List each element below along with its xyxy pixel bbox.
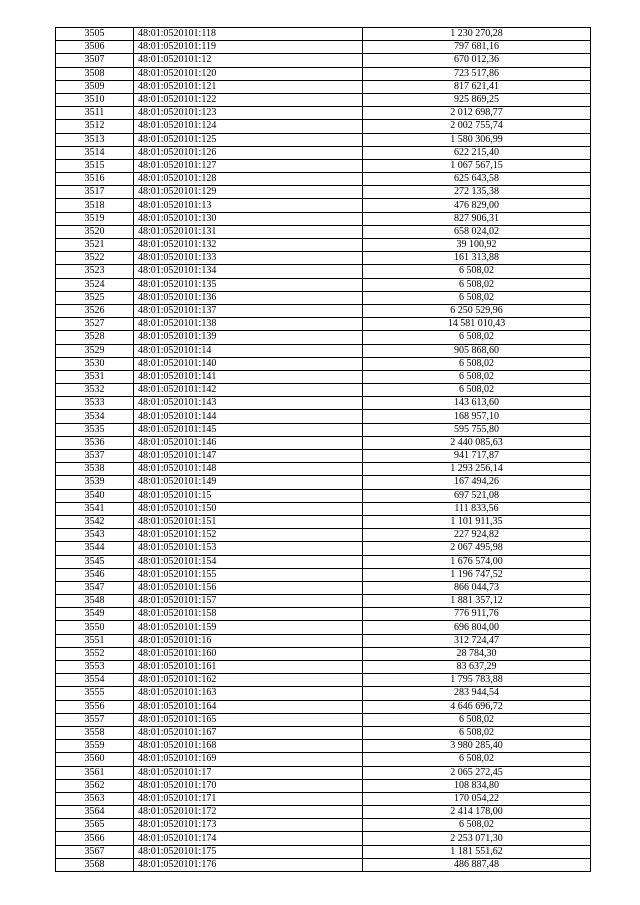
cadastral-value-cell: 1 181 551,62 <box>363 845 591 858</box>
cadastral-number-cell: 48:01:0520101:171 <box>134 792 363 805</box>
cadastral-number-cell: 48:01:0520101:15 <box>134 489 363 502</box>
row-number-cell: 3551 <box>56 634 134 647</box>
row-number-cell: 3547 <box>56 581 134 594</box>
row-number-cell: 3516 <box>56 173 134 186</box>
row-number-cell: 3562 <box>56 779 134 792</box>
row-number-cell: 3507 <box>56 54 134 67</box>
row-number-cell: 3514 <box>56 146 134 159</box>
table-row <box>56 661 591 674</box>
cadastral-value-cell: 776 911,76 <box>363 608 591 621</box>
cadastral-number-cell: 48:01:0520101:159 <box>134 621 363 634</box>
cadastral-number-cell: 48:01:0520101:121 <box>134 80 363 93</box>
table-row <box>56 120 591 133</box>
cadastral-number-cell: 48:01:0520101:130 <box>134 212 363 225</box>
table-row <box>56 357 591 370</box>
row-number-cell: 3538 <box>56 463 134 476</box>
cadastral-number-cell: 48:01:0520101:134 <box>134 265 363 278</box>
cadastral-value-cell: 6 508,02 <box>363 753 591 766</box>
table-row <box>56 239 591 252</box>
cadastral-value-cell: 39 100,92 <box>363 239 591 252</box>
table-row <box>56 489 591 502</box>
cadastral-number-cell: 48:01:0520101:126 <box>134 146 363 159</box>
row-number-cell: 3537 <box>56 450 134 463</box>
table-row <box>56 225 591 238</box>
cadastral-number-cell: 48:01:0520101:153 <box>134 542 363 555</box>
row-number-cell: 3552 <box>56 647 134 660</box>
table-row <box>56 450 591 463</box>
row-number-cell: 3553 <box>56 661 134 674</box>
cadastral-number-cell: 48:01:0520101:169 <box>134 753 363 766</box>
cadastral-value-cell: 2 414 178,00 <box>363 806 591 819</box>
table-row <box>56 54 591 67</box>
row-number-cell: 3539 <box>56 476 134 489</box>
cadastral-number-cell: 48:01:0520101:124 <box>134 120 363 133</box>
cadastral-number-cell: 48:01:0520101:173 <box>134 819 363 832</box>
cadastral-number-cell: 48:01:0520101:155 <box>134 568 363 581</box>
row-number-cell: 3535 <box>56 423 134 436</box>
table-row <box>56 28 591 41</box>
cadastral-number-cell: 48:01:0520101:157 <box>134 595 363 608</box>
cadastral-number-cell: 48:01:0520101:150 <box>134 502 363 515</box>
row-number-cell: 3513 <box>56 133 134 146</box>
cadastral-number-cell: 48:01:0520101:161 <box>134 661 363 674</box>
table-row <box>56 647 591 660</box>
row-number-cell: 3557 <box>56 713 134 726</box>
row-number-cell: 3522 <box>56 252 134 265</box>
cadastral-number-cell: 48:01:0520101:149 <box>134 476 363 489</box>
cadastral-value-cell: 1 230 270,28 <box>363 28 591 41</box>
cadastral-table-container <box>55 27 590 872</box>
row-number-cell: 3527 <box>56 318 134 331</box>
table-row <box>56 792 591 805</box>
table-row <box>56 331 591 344</box>
cadastral-value-cell: 827 906,31 <box>363 212 591 225</box>
table-row <box>56 529 591 542</box>
row-number-cell: 3567 <box>56 845 134 858</box>
cadastral-number-cell: 48:01:0520101:137 <box>134 304 363 317</box>
cadastral-number-cell: 48:01:0520101:133 <box>134 252 363 265</box>
cadastral-number-cell: 48:01:0520101:172 <box>134 806 363 819</box>
cadastral-number-cell: 48:01:0520101:135 <box>134 278 363 291</box>
cadastral-number-cell: 48:01:0520101:162 <box>134 674 363 687</box>
row-number-cell: 3525 <box>56 291 134 304</box>
row-number-cell: 3520 <box>56 225 134 238</box>
row-number-cell: 3543 <box>56 529 134 542</box>
row-number-cell: 3554 <box>56 674 134 687</box>
table-row <box>56 700 591 713</box>
row-number-cell: 3526 <box>56 304 134 317</box>
cadastral-value-cell: 283 944,54 <box>363 687 591 700</box>
cadastral-value-cell: 486 887,48 <box>363 858 591 871</box>
row-number-cell: 3512 <box>56 120 134 133</box>
table-row <box>56 845 591 858</box>
cadastral-number-cell: 48:01:0520101:123 <box>134 107 363 120</box>
table-row <box>56 595 591 608</box>
table-row <box>56 265 591 278</box>
table-row <box>56 463 591 476</box>
table-row <box>56 581 591 594</box>
cadastral-value-cell: 1 067 567,15 <box>363 159 591 172</box>
cadastral-number-cell: 48:01:0520101:174 <box>134 832 363 845</box>
cadastral-number-cell: 48:01:0520101:125 <box>134 133 363 146</box>
row-number-cell: 3521 <box>56 239 134 252</box>
table-row <box>56 515 591 528</box>
cadastral-number-cell: 48:01:0520101:151 <box>134 515 363 528</box>
cadastral-value-cell: 2 012 698,77 <box>363 107 591 120</box>
table-row <box>56 687 591 700</box>
row-number-cell: 3560 <box>56 753 134 766</box>
table-row <box>56 779 591 792</box>
cadastral-value-cell: 2 253 071,30 <box>363 832 591 845</box>
table-row <box>56 173 591 186</box>
cadastral-number-cell: 48:01:0520101:175 <box>134 845 363 858</box>
row-number-cell: 3506 <box>56 41 134 54</box>
table-row <box>56 304 591 317</box>
cadastral-number-cell: 48:01:0520101:144 <box>134 410 363 423</box>
cadastral-value-cell: 1 580 306,99 <box>363 133 591 146</box>
cadastral-value-cell: 168 957,10 <box>363 410 591 423</box>
cadastral-value-cell: 161 313,88 <box>363 252 591 265</box>
row-number-cell: 3549 <box>56 608 134 621</box>
table-row <box>56 133 591 146</box>
table-row <box>56 819 591 832</box>
table-row <box>56 410 591 423</box>
table-row <box>56 423 591 436</box>
table-row <box>56 291 591 304</box>
cadastral-value-cell: 595 755,80 <box>363 423 591 436</box>
cadastral-number-cell: 48:01:0520101:170 <box>134 779 363 792</box>
cadastral-number-cell: 48:01:0520101:120 <box>134 67 363 80</box>
cadastral-number-cell: 48:01:0520101:138 <box>134 318 363 331</box>
row-number-cell: 3529 <box>56 344 134 357</box>
table-row <box>56 199 591 212</box>
cadastral-number-cell: 48:01:0520101:143 <box>134 397 363 410</box>
table-row <box>56 634 591 647</box>
table-row <box>56 93 591 106</box>
row-number-cell: 3534 <box>56 410 134 423</box>
cadastral-value-cell: 108 834,80 <box>363 779 591 792</box>
cadastral-number-cell: 48:01:0520101:139 <box>134 331 363 344</box>
cadastral-value-cell: 723 517,86 <box>363 67 591 80</box>
cadastral-value-cell: 6 508,02 <box>363 265 591 278</box>
cadastral-value-cell: 227 924,82 <box>363 529 591 542</box>
table-row <box>56 80 591 93</box>
table-row <box>56 370 591 383</box>
cadastral-number-cell: 48:01:0520101:131 <box>134 225 363 238</box>
cadastral-number-cell: 48:01:0520101:17 <box>134 766 363 779</box>
cadastral-number-cell: 48:01:0520101:148 <box>134 463 363 476</box>
row-number-cell: 3546 <box>56 568 134 581</box>
cadastral-number-cell: 48:01:0520101:132 <box>134 239 363 252</box>
row-number-cell: 3531 <box>56 370 134 383</box>
table-row <box>56 67 591 80</box>
cadastral-value-cell: 6 508,02 <box>363 370 591 383</box>
cadastral-value-cell: 2 002 755,74 <box>363 120 591 133</box>
row-number-cell: 3536 <box>56 436 134 449</box>
cadastral-value-cell: 476 829,00 <box>363 199 591 212</box>
cadastral-number-cell: 48:01:0520101:129 <box>134 186 363 199</box>
cadastral-number-cell: 48:01:0520101:164 <box>134 700 363 713</box>
row-number-cell: 3509 <box>56 80 134 93</box>
table-row <box>56 542 591 555</box>
row-number-cell: 3548 <box>56 595 134 608</box>
cadastral-value-cell: 6 508,02 <box>363 384 591 397</box>
row-number-cell: 3530 <box>56 357 134 370</box>
cadastral-value-cell: 170 054,22 <box>363 792 591 805</box>
row-number-cell: 3563 <box>56 792 134 805</box>
table-body <box>56 28 591 872</box>
row-number-cell: 3545 <box>56 555 134 568</box>
row-number-cell: 3508 <box>56 67 134 80</box>
row-number-cell: 3561 <box>56 766 134 779</box>
cadastral-number-cell: 48:01:0520101:156 <box>134 581 363 594</box>
table-row <box>56 713 591 726</box>
cadastral-number-cell: 48:01:0520101:12 <box>134 54 363 67</box>
cadastral-number-cell: 48:01:0520101:141 <box>134 370 363 383</box>
cadastral-value-cell: 6 250 529,96 <box>363 304 591 317</box>
cadastral-value-cell: 6 508,02 <box>363 357 591 370</box>
table-row <box>56 146 591 159</box>
row-number-cell: 3565 <box>56 819 134 832</box>
cadastral-number-cell: 48:01:0520101:168 <box>134 740 363 753</box>
table-row <box>56 107 591 120</box>
cadastral-number-cell: 48:01:0520101:167 <box>134 726 363 739</box>
cadastral-value-cell: 905 868,60 <box>363 344 591 357</box>
cadastral-value-cell: 1 795 783,88 <box>363 674 591 687</box>
cadastral-number-cell: 48:01:0520101:158 <box>134 608 363 621</box>
cadastral-value-cell: 6 508,02 <box>363 819 591 832</box>
row-number-cell: 3540 <box>56 489 134 502</box>
row-number-cell: 3511 <box>56 107 134 120</box>
table-row <box>56 766 591 779</box>
row-number-cell: 3518 <box>56 199 134 212</box>
cadastral-number-cell: 48:01:0520101:176 <box>134 858 363 871</box>
cadastral-number-cell: 48:01:0520101:16 <box>134 634 363 647</box>
row-number-cell: 3541 <box>56 502 134 515</box>
cadastral-value-cell: 866 044,73 <box>363 581 591 594</box>
cadastral-value-cell: 6 508,02 <box>363 726 591 739</box>
row-number-cell: 3558 <box>56 726 134 739</box>
row-number-cell: 3542 <box>56 515 134 528</box>
row-number-cell: 3532 <box>56 384 134 397</box>
cadastral-number-cell: 48:01:0520101:160 <box>134 647 363 660</box>
cadastral-value-cell: 2 067 495,98 <box>363 542 591 555</box>
cadastral-number-cell: 48:01:0520101:165 <box>134 713 363 726</box>
cadastral-value-cell: 941 717,87 <box>363 450 591 463</box>
cadastral-value-cell: 696 804,00 <box>363 621 591 634</box>
cadastral-value-cell: 14 581 010,43 <box>363 318 591 331</box>
cadastral-value-cell: 2 065 272,45 <box>363 766 591 779</box>
cadastral-number-cell: 48:01:0520101:145 <box>134 423 363 436</box>
table-row <box>56 608 591 621</box>
cadastral-value-cell: 167 494,26 <box>363 476 591 489</box>
table-row <box>56 740 591 753</box>
table-row <box>56 186 591 199</box>
cadastral-number-cell: 48:01:0520101:146 <box>134 436 363 449</box>
cadastral-number-cell: 48:01:0520101:147 <box>134 450 363 463</box>
cadastral-value-table <box>55 27 591 872</box>
table-row <box>56 753 591 766</box>
cadastral-value-cell: 6 508,02 <box>363 331 591 344</box>
cadastral-number-cell: 48:01:0520101:122 <box>134 93 363 106</box>
cadastral-value-cell: 817 621,41 <box>363 80 591 93</box>
table-row <box>56 397 591 410</box>
cadastral-value-cell: 1 196 747,52 <box>363 568 591 581</box>
table-row <box>56 159 591 172</box>
table-row <box>56 384 591 397</box>
cadastral-number-cell: 48:01:0520101:128 <box>134 173 363 186</box>
table-row <box>56 344 591 357</box>
row-number-cell: 3505 <box>56 28 134 41</box>
cadastral-value-cell: 111 833,56 <box>363 502 591 515</box>
cadastral-number-cell: 48:01:0520101:14 <box>134 344 363 357</box>
cadastral-number-cell: 48:01:0520101:136 <box>134 291 363 304</box>
cadastral-value-cell: 625 643,58 <box>363 173 591 186</box>
table-row <box>56 476 591 489</box>
row-number-cell: 3566 <box>56 832 134 845</box>
row-number-cell: 3544 <box>56 542 134 555</box>
table-row <box>56 41 591 54</box>
table-row <box>56 806 591 819</box>
row-number-cell: 3556 <box>56 700 134 713</box>
cadastral-value-cell: 4 646 696,72 <box>363 700 591 713</box>
row-number-cell: 3533 <box>56 397 134 410</box>
row-number-cell: 3515 <box>56 159 134 172</box>
cadastral-value-cell: 1 101 911,35 <box>363 515 591 528</box>
cadastral-value-cell: 1 881 357,12 <box>363 595 591 608</box>
table-row <box>56 621 591 634</box>
cadastral-number-cell: 48:01:0520101:127 <box>134 159 363 172</box>
cadastral-value-cell: 312 724,47 <box>363 634 591 647</box>
row-number-cell: 3524 <box>56 278 134 291</box>
cadastral-number-cell: 48:01:0520101:142 <box>134 384 363 397</box>
cadastral-number-cell: 48:01:0520101:118 <box>134 28 363 41</box>
cadastral-value-cell: 2 440 085,63 <box>363 436 591 449</box>
row-number-cell: 3519 <box>56 212 134 225</box>
row-number-cell: 3568 <box>56 858 134 871</box>
table-row <box>56 212 591 225</box>
row-number-cell: 3550 <box>56 621 134 634</box>
table-row <box>56 858 591 871</box>
row-number-cell: 3555 <box>56 687 134 700</box>
table-row <box>56 726 591 739</box>
cadastral-value-cell: 6 508,02 <box>363 713 591 726</box>
row-number-cell: 3517 <box>56 186 134 199</box>
row-number-cell: 3528 <box>56 331 134 344</box>
cadastral-number-cell: 48:01:0520101:163 <box>134 687 363 700</box>
cadastral-value-cell: 272 135,38 <box>363 186 591 199</box>
cadastral-value-cell: 658 024,02 <box>363 225 591 238</box>
cadastral-value-cell: 670 012,36 <box>363 54 591 67</box>
cadastral-value-cell: 6 508,02 <box>363 278 591 291</box>
cadastral-value-cell: 622 215,40 <box>363 146 591 159</box>
cadastral-number-cell: 48:01:0520101:140 <box>134 357 363 370</box>
row-number-cell: 3559 <box>56 740 134 753</box>
cadastral-value-cell: 3 980 285,40 <box>363 740 591 753</box>
cadastral-value-cell: 83 637,29 <box>363 661 591 674</box>
table-row <box>56 502 591 515</box>
cadastral-value-cell: 28 784,30 <box>363 647 591 660</box>
cadastral-number-cell: 48:01:0520101:13 <box>134 199 363 212</box>
table-row <box>56 674 591 687</box>
cadastral-value-cell: 797 681,16 <box>363 41 591 54</box>
table-row <box>56 252 591 265</box>
row-number-cell: 3523 <box>56 265 134 278</box>
table-row <box>56 568 591 581</box>
row-number-cell: 3510 <box>56 93 134 106</box>
table-row <box>56 318 591 331</box>
table-row <box>56 832 591 845</box>
table-row <box>56 555 591 568</box>
table-row <box>56 278 591 291</box>
cadastral-value-cell: 1 293 256,14 <box>363 463 591 476</box>
row-number-cell: 3564 <box>56 806 134 819</box>
cadastral-value-cell: 697 521,08 <box>363 489 591 502</box>
cadastral-value-cell: 925 869,25 <box>363 93 591 106</box>
cadastral-value-cell: 1 676 574,00 <box>363 555 591 568</box>
cadastral-number-cell: 48:01:0520101:154 <box>134 555 363 568</box>
cadastral-number-cell: 48:01:0520101:152 <box>134 529 363 542</box>
table-row <box>56 436 591 449</box>
cadastral-number-cell: 48:01:0520101:119 <box>134 41 363 54</box>
cadastral-value-cell: 6 508,02 <box>363 291 591 304</box>
cadastral-value-cell: 143 613,60 <box>363 397 591 410</box>
